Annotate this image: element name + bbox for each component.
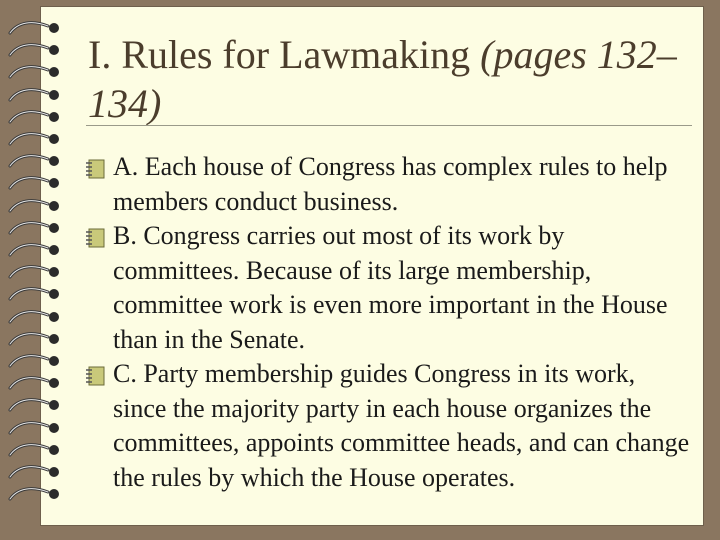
binding-ring [4, 173, 64, 193]
spiral-binding [0, 0, 90, 540]
binding-ring [4, 395, 64, 415]
binding-ring [4, 307, 64, 327]
bullet-item [84, 219, 694, 357]
bullet-text: C. Party membership guides Congress in its work, since the majority party in each house organizes the committees, appoints committee heads, and can change the rules by which the House operates. [113, 359, 690, 492]
bullet-text: A. Each house of Congress has complex rules to help members conduct business. [113, 152, 668, 216]
binding-ring [4, 440, 64, 460]
binding-ring [4, 284, 64, 304]
slide-title [88, 30, 688, 128]
bullet-item [84, 357, 694, 495]
binding-ring [4, 329, 64, 349]
binding-ring [4, 18, 64, 38]
title-underline [86, 125, 692, 126]
bullet-list [84, 150, 694, 495]
binding-ring [4, 262, 64, 282]
binding-ring [4, 462, 64, 482]
title-pages: (pages 132–134) [88, 32, 677, 126]
binding-ring [4, 151, 64, 171]
notebook-icon [84, 365, 106, 387]
binding-ring [4, 218, 64, 238]
binding-ring [4, 351, 64, 371]
binding-ring [4, 373, 64, 393]
binding-ring [4, 196, 64, 216]
binding-ring [4, 85, 64, 105]
bullet-text: B. Congress carries out most of its work by committees. Because of its large membership, committee work is even more important in the House than in the Senate. [113, 221, 668, 354]
binding-ring [4, 129, 64, 149]
binding-ring [4, 240, 64, 260]
binding-ring [4, 484, 64, 504]
binding-ring [4, 40, 64, 60]
binding-ring [4, 62, 64, 82]
notebook-icon [84, 158, 106, 180]
binding-ring [4, 107, 64, 127]
bullet-item [84, 150, 694, 219]
notebook-icon [84, 227, 106, 249]
binding-ring [4, 418, 64, 438]
title-main: I. Rules for Lawmaking [88, 32, 481, 77]
